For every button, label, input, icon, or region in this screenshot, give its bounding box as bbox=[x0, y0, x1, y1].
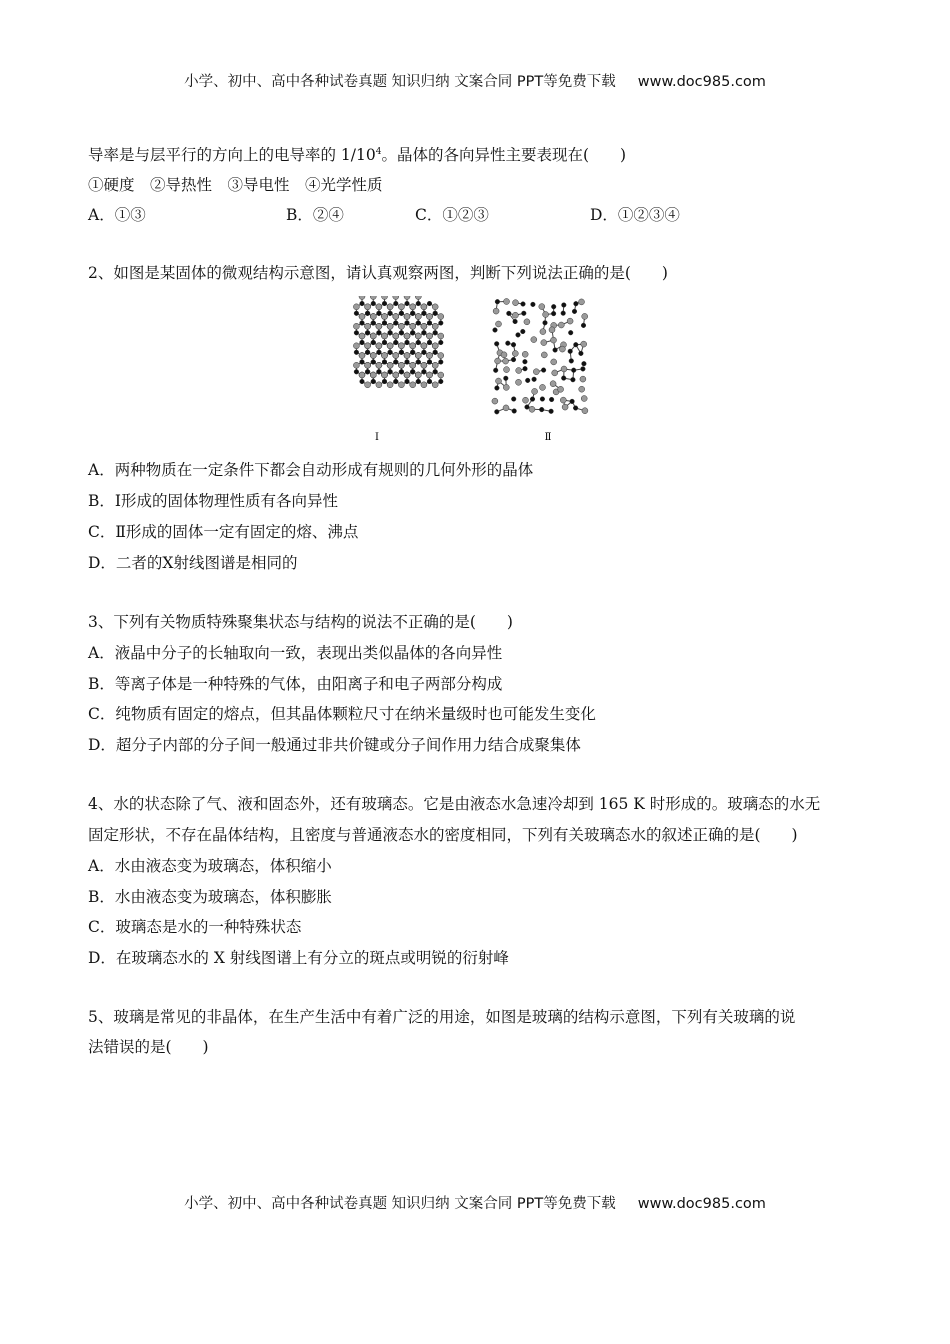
footer-site[interactable]: www.doc985.com bbox=[637, 1196, 766, 1212]
q1-option-a[interactable]: A．①③ bbox=[88, 206, 146, 224]
page-header bbox=[0, 70, 950, 91]
q1-option-c[interactable]: C．①②③ bbox=[415, 206, 489, 224]
q2-option-b[interactable]: B．Ⅰ形成的固体物理性质有各向异性 bbox=[88, 492, 339, 510]
q3-option-d[interactable]: D．超分子内部的分子间一般通过非共价键或分子间作用力结合成聚集体 bbox=[88, 736, 581, 754]
q5-stem-line1: 5、玻璃是常见的非晶体，在生产生活中有着广泛的用途，如图是玻璃的结构示意图，下列有关玻璃的说 bbox=[88, 1008, 796, 1026]
q2-stem: 2、如图是某固体的微观结构示意图，请认真观察两图，判断下列说法正确的是( ) bbox=[88, 264, 668, 282]
q5-stem-line2: 法错误的是( ) bbox=[88, 1038, 209, 1056]
q1-option-d[interactable]: D．①②③④ bbox=[590, 206, 680, 224]
q2-option-a[interactable]: A．两种物质在一定条件下都会自动形成有规则的几何外形的晶体 bbox=[88, 461, 534, 479]
structure-figure bbox=[352, 296, 602, 446]
crystal-structure-I bbox=[353, 296, 443, 388]
amorphous-structure-II bbox=[492, 299, 588, 415]
structure-diagram bbox=[352, 296, 602, 446]
header-site[interactable]: www.doc985.com bbox=[637, 74, 766, 90]
q3-option-c[interactable]: C．纯物质有固定的熔点，但其晶体颗粒尺寸在纳米量级时也可能发生变化 bbox=[88, 705, 596, 723]
page-footer bbox=[0, 1192, 950, 1213]
q4-option-b[interactable]: B．水由液态变为玻璃态，体积膨胀 bbox=[88, 888, 332, 906]
q1-continuation: 导率是与层平行的方向上的电导率的 $1/10^4$。晶体的各向异性主要表现在( ) bbox=[88, 146, 627, 164]
header-text: 小学、初中、高中各种试卷真题 知识归纳 文案合同 PPT等免费下载 bbox=[184, 74, 616, 90]
q4-option-d[interactable]: D．在玻璃态水的 X 射线图谱上有分立的斑点或明锐的衍射峰 bbox=[88, 949, 509, 967]
figure-label-1: Ⅰ bbox=[375, 432, 379, 443]
q2-option-d[interactable]: D．二者的X射线图谱是相同的 bbox=[88, 554, 298, 572]
q3-stem: 3、下列有关物质特殊聚集状态与结构的说法不正确的是( ) bbox=[88, 613, 513, 631]
q1-properties: ①硬度 ②导热性 ③导电性 ④光学性质 bbox=[88, 176, 383, 194]
q4-option-a[interactable]: A．水由液态变为玻璃态，体积缩小 bbox=[88, 857, 332, 875]
q4-stem-line2: 固定形状，不存在晶体结构，且密度与普通液态水的密度相同，下列有关玻璃态水的叙述正确的是( ) bbox=[88, 826, 798, 844]
footer-text: 小学、初中、高中各种试卷真题 知识归纳 文案合同 PPT等免费下载 bbox=[184, 1196, 616, 1212]
q3-option-b[interactable]: B．等离子体是一种特殊的气体，由阳离子和电子两部分构成 bbox=[88, 675, 503, 693]
figure-label-2: Ⅱ bbox=[544, 432, 552, 443]
q4-stem-line1: 4、水的状态除了气、液和固态外，还有玻璃态。它是由液态水急速冷却到 165 K 时形成的。玻璃态的水无 bbox=[88, 795, 821, 813]
q1-option-b[interactable]: B．②④ bbox=[286, 206, 344, 224]
q2-option-c[interactable]: C．Ⅱ形成的固体一定有固定的熔、沸点 bbox=[88, 523, 359, 541]
q3-option-a[interactable]: A．液晶中分子的长轴取向一致，表现出类似晶体的各向异性 bbox=[88, 644, 503, 662]
q4-option-c[interactable]: C．玻璃态是水的一种特殊状态 bbox=[88, 918, 302, 936]
